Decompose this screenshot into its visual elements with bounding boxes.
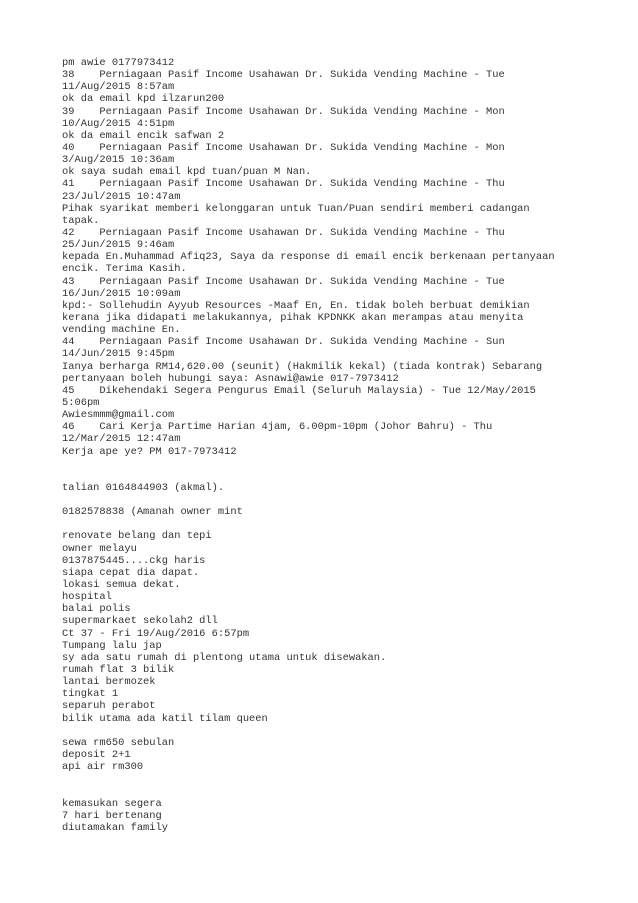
text-line: 0182578838 (Amanah owner mint <box>62 506 243 519</box>
text-line: 12/Mar/2015 12:47am <box>62 433 181 446</box>
text-line: balai polis <box>62 603 131 616</box>
text-line: Tumpang lalu jap <box>62 639 162 652</box>
text-line: 41 Perniagaan Pasif Income Usahawan Dr. Sukida Vending Machine - Thu <box>62 178 505 191</box>
text-line: 46 Cari Kerja Partime Harian 4jam, 6.00pm-10pm (Johor Bahru) - Thu <box>62 421 493 434</box>
text-line: 5:06pm <box>62 396 100 409</box>
text-line: 16/Jun/2015 10:09am <box>62 287 181 300</box>
text-line: 40 Perniagaan Pasif Income Usahawan Dr. Sukida Vending Machine - Mon <box>62 141 505 154</box>
text-line: 3/Aug/2015 10:36am <box>62 154 175 167</box>
text-line: vending machine En. <box>62 324 181 337</box>
text-line: ok saya sudah email kpd tuan/puan M Nan. <box>62 166 312 179</box>
text-line: 45 Dikehendaki Segera Pengurus Email (Seluruh Malaysia) - Tue 12/May/2015 <box>62 384 536 397</box>
text-line: Ct 37 - Fri 19/Aug/2016 6:57pm <box>62 627 250 640</box>
text-line: 44 Perniagaan Pasif Income Usahawan Dr. Sukida Vending Machine - Sun <box>62 336 505 349</box>
blank-line <box>62 494 582 506</box>
blank-line <box>62 785 582 797</box>
text-line: 10/Aug/2015 4:51pm <box>62 117 175 130</box>
text-line: 42 Perniagaan Pasif Income Usahawan Dr. Sukida Vending Machine - Thu <box>62 226 505 239</box>
text-line: kerana jika didapati melakukannya, pihak KPDNKK akan merampas atau menyita <box>62 311 524 324</box>
text-line: ok da email kpd ilzarun200 <box>62 93 225 106</box>
text-line: api air rm300 <box>62 761 144 774</box>
text-line: kepada En.Muhammad Afiq23, Saya da response di email encik berkenaan pertanyaan <box>62 251 555 264</box>
text-line: owner melayu <box>62 542 137 555</box>
text-line: separuh perabot <box>62 700 156 713</box>
text-line: 39 Perniagaan Pasif Income Usahawan Dr. Sukida Vending Machine - Mon <box>62 105 505 118</box>
text-line: renovate belang dan tepi <box>62 530 212 543</box>
text-line: deposit 2+1 <box>62 749 131 762</box>
text-line: lokasi semua dekat. <box>62 579 181 592</box>
text-line: 25/Jun/2015 9:46am <box>62 239 175 252</box>
text-line: pertanyaan boleh hubungi saya: Asnawi@awie 017-7973412 <box>62 372 399 385</box>
blank-line <box>62 773 582 785</box>
text-line: Ianya berharga RM14,620.00 (seunit) (Hakmilik kekal) (tiada kontrak) Sebarang <box>62 360 543 373</box>
text-line: diutamakan family <box>62 821 169 834</box>
text-line: kemasukan segera <box>62 797 162 810</box>
blank-line <box>62 470 582 482</box>
text-line: siapa cepat dia dapat. <box>62 566 200 579</box>
blank-line <box>62 458 582 470</box>
text-line: 0137875445....ckg haris <box>62 554 206 567</box>
text-line: Kerja ape ye? PM 017-7973412 <box>62 445 237 458</box>
text-line: ok da email encik safwan 2 <box>62 129 225 142</box>
text-line: sy ada satu rumah di plentong utama untuk disewakan. <box>62 651 387 664</box>
text-line: 23/Jul/2015 10:47am <box>62 190 181 203</box>
text-line: tapak. <box>62 214 100 227</box>
text-line: 7 hari bertenang <box>62 809 162 822</box>
text-line: 11/Aug/2015 8:57am <box>62 81 175 94</box>
text-line: Pihak syarikat memberi kelonggaran untuk Tuan/Puan sendiri memberi cadangan <box>62 202 530 215</box>
text-line: tingkat 1 <box>62 688 119 701</box>
text-line: encik. Terima Kasih. <box>62 263 187 276</box>
blank-line <box>62 725 582 737</box>
text-line: lantai bermozek <box>62 676 156 689</box>
text-line: talian 0164844903 (akmal). <box>62 481 225 494</box>
text-line: 38 Perniagaan Pasif Income Usahawan Dr. Sukida Vending Machine - Tue <box>62 69 505 82</box>
text-line: 43 Perniagaan Pasif Income Usahawan Dr. Sukida Vending Machine - Tue <box>62 275 505 288</box>
document-text <box>62 57 582 834</box>
text-line: bilik utama ada katil tilam queen <box>62 712 268 725</box>
blank-line <box>62 518 582 530</box>
text-line: 14/Jun/2015 9:45pm <box>62 348 175 361</box>
text-line: sewa rm650 sebulan <box>62 736 175 749</box>
text-line: hospital <box>62 591 112 604</box>
text-line: Awiesmmm@gmail.com <box>62 409 175 422</box>
text-line: kpd:- Sollehudin Ayyub Resources -Maaf En, En. tidak boleh berbuat demikian <box>62 299 530 312</box>
text-line: rumah flat 3 bilik <box>62 664 175 677</box>
text-line: supermarkaet sekolah2 dll <box>62 615 218 628</box>
text-line: pm awie 0177973412 <box>62 57 175 69</box>
